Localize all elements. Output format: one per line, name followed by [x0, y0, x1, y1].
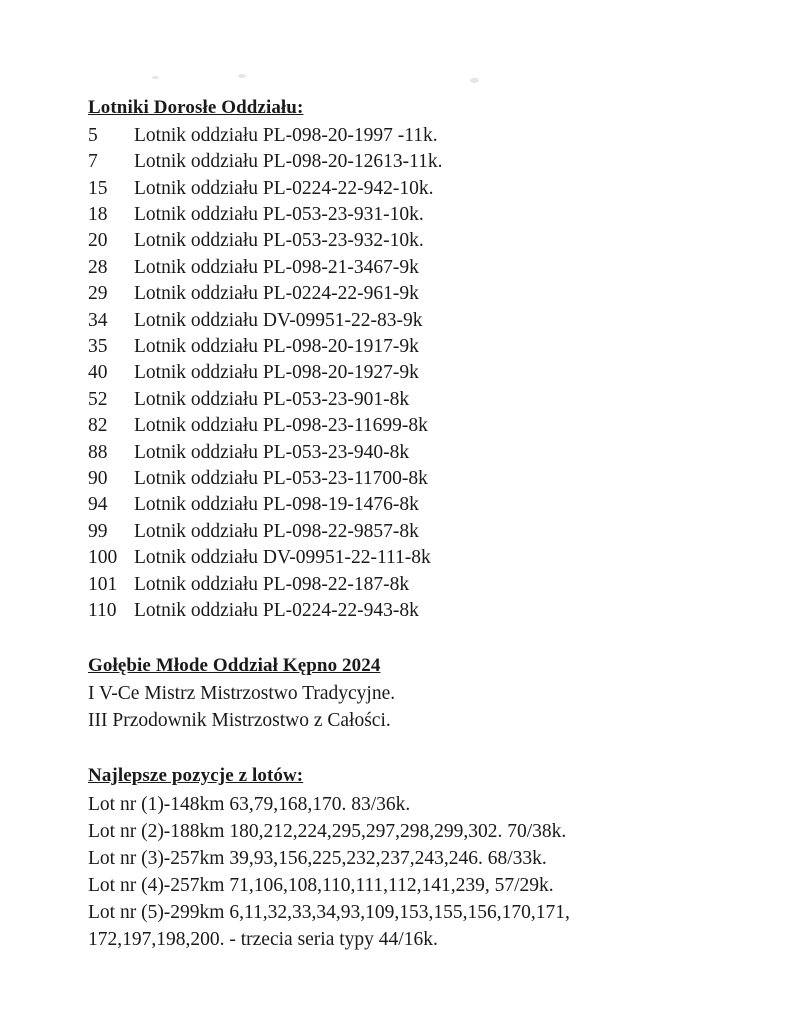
list-item	[88, 545, 728, 571]
entry-text: Lotnik oddziału DV-09951-22-111-8k	[134, 547, 431, 569]
entry-text: Lotnik oddziału PL-053-23-11700-8k	[134, 468, 428, 490]
list-item	[88, 228, 728, 254]
list-item	[88, 281, 728, 307]
lot-line: Lot nr (4)-257km 71,106,108,110,111,112,141,239, 57/29k.	[88, 874, 554, 896]
lot-line: 172,197,198,200. - trzecia seria typy 44/16k.	[88, 928, 438, 950]
list-item	[88, 360, 728, 386]
entry-text: Lotnik oddziału PL-053-23-932-10k.	[134, 230, 424, 252]
entry-text: Lotnik oddziału PL-098-22-187-8k	[134, 573, 410, 595]
list-item	[88, 255, 728, 281]
entry-text: Lotnik oddziału PL-0224-22-943-8k	[134, 600, 419, 622]
entry-number: 35	[88, 336, 108, 357]
entry-number: 28	[88, 256, 108, 278]
section-title-young-birds: Gołębie Młode Oddział Kępno 2024	[88, 655, 381, 677]
lot-line: Lot nr (5)-299km 6,11,32,33,34,93,109,153,155,156,170,171,	[88, 901, 570, 923]
section-young-birds	[88, 654, 728, 734]
entry-number: 52	[88, 388, 108, 410]
list-item	[88, 334, 728, 360]
young-birds-line: I V-Ce Mistrz Mistrzostwo Tradycyjne.	[88, 683, 396, 705]
entry-number: 29	[88, 283, 108, 305]
section-title-best-positions: Najlepsze pozycje z lotów:	[88, 765, 304, 787]
entry-text: Lotnik oddziału PL-098-21-3467-9k	[134, 256, 419, 278]
entry-number: 82	[88, 415, 108, 437]
list-item	[88, 440, 728, 466]
entry-text: Lotnik oddziału PL-098-23-11699-8k	[134, 415, 428, 437]
list-item	[88, 598, 728, 624]
list-item	[88, 572, 728, 598]
entry-text: Lotnik oddziału PL-098-22-9857-8k	[134, 520, 419, 542]
list-item	[88, 519, 728, 545]
scan-artifact	[238, 74, 246, 78]
list-item	[88, 413, 728, 439]
scan-artifact	[470, 78, 479, 83]
entry-number: 100	[88, 547, 118, 569]
entry-number: 20	[88, 230, 108, 252]
entry-text: Lotnik oddziału PL-053-23-940-8k	[134, 441, 410, 463]
entry-text: Lotnik oddziału PL-098-20-12613-11k.	[134, 151, 443, 173]
document-body	[88, 96, 728, 953]
entry-text: Lotnik oddziału PL-0224-22-961-9k	[134, 283, 419, 305]
entry-number: 99	[88, 520, 108, 542]
young-birds-line: III Przodownik Mistrzostwo z Całości.	[88, 709, 391, 731]
section-adult-birds	[88, 96, 728, 624]
lot-line: Lot nr (3)-257km 39,93,156,225,232,237,243,246. 68/33k.	[88, 847, 547, 869]
entry-number: 88	[88, 441, 108, 463]
list-item	[88, 202, 728, 228]
entry-text: Lotnik oddziału PL-098-20-1917-9k	[134, 336, 419, 357]
entry-text: Lotnik oddziału PL-098-20-1997 -11k.	[134, 124, 438, 146]
entry-number: 34	[88, 309, 108, 331]
entry-text: Lotnik oddziału DV-09951-22-83-9k	[134, 309, 423, 331]
entry-text: Lotnik oddziału PL-098-20-1927-9k	[134, 362, 419, 384]
list-item	[88, 466, 728, 492]
list-item	[88, 492, 728, 518]
entry-number: 7	[88, 151, 98, 173]
entry-text: Lotnik oddziału PL-0224-22-942-10k.	[134, 177, 434, 199]
lot-line: Lot nr (2)-188km 180,212,224,295,297,298,299,302. 70/38k.	[88, 820, 567, 842]
list-item	[88, 149, 728, 175]
entry-text: Lotnik oddziału PL-053-23-901-8k	[134, 388, 410, 410]
list-item	[88, 387, 728, 413]
entry-text: Lotnik oddziału PL-053-23-931-10k.	[134, 203, 424, 225]
entry-number: 5	[88, 124, 98, 146]
entry-number: 110	[88, 600, 117, 622]
list-item	[88, 308, 728, 334]
scan-artifact	[152, 76, 159, 79]
lot-line: Lot nr (1)-148km 63,79,168,170. 83/36k.	[88, 793, 411, 815]
list-item	[88, 123, 728, 149]
entry-number: 18	[88, 203, 108, 225]
entry-number: 101	[88, 573, 118, 595]
adult-birds-list	[88, 123, 728, 625]
entry-number: 15	[88, 177, 108, 199]
entry-text: Lotnik oddziału PL-098-19-1476-8k	[134, 494, 419, 516]
section-title-adult-birds: Lotniki Dorosłe Oddziału:	[88, 97, 304, 118]
list-item	[88, 176, 728, 202]
entry-number: 40	[88, 362, 108, 384]
section-best-positions	[88, 764, 728, 953]
entry-number: 90	[88, 468, 108, 490]
entry-number: 94	[88, 494, 108, 516]
